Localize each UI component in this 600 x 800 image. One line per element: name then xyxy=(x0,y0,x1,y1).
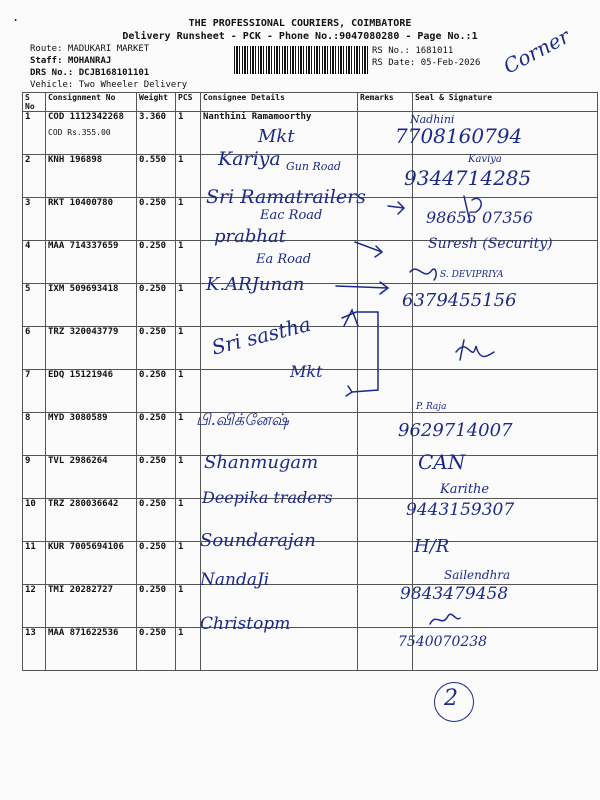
hw-consignee-11: Soundarajan xyxy=(200,530,316,551)
row-weight-text: 0.250 xyxy=(139,499,167,509)
hw-phone-5: 6379455156 xyxy=(402,290,517,311)
runsheet-subtitle: Delivery Runsheet - PCK - Phone No.:9047080280 - Page No.:1 xyxy=(122,31,478,42)
hw-consignee-4b: Ea Road xyxy=(256,252,312,267)
cod-amount-note: COD Rs.355.00 xyxy=(48,128,111,137)
row-pcs-text: 1 xyxy=(178,198,184,208)
hw-consignee-12: NandaJi xyxy=(200,570,270,590)
row-pcs-text: 1 xyxy=(178,241,184,251)
hw-sig-8: P. Raja xyxy=(416,402,447,412)
row-pcs-text: 1 xyxy=(178,413,184,423)
row-sno-text: 7 xyxy=(25,370,31,380)
row-consignment-text: KUR 7005694106 xyxy=(48,542,124,552)
row-consignment-text: TRZ 320043779 xyxy=(48,327,119,337)
row-weight-text: 0.250 xyxy=(139,284,167,294)
col-signature: Seal & Signature xyxy=(413,93,598,112)
col-consignment: Consignment No xyxy=(46,93,137,112)
row-consignment-text: TVL 2986264 xyxy=(48,456,108,466)
row-pcs-text: 1 xyxy=(178,499,184,509)
arrow-row-3 xyxy=(388,202,404,214)
row-weight-text: 0.250 xyxy=(139,198,167,208)
row-consignment-text: MAA 714337659 xyxy=(48,241,119,251)
hw-consignee-2a: Mkt xyxy=(258,126,295,147)
row-sno-text: 6 xyxy=(25,327,31,337)
hw-phone-12: 9843479458 xyxy=(400,584,509,604)
row-sno-text: 4 xyxy=(25,241,31,251)
row-pcs-text: 1 xyxy=(178,155,184,165)
hw-sig-1: Nadhini xyxy=(410,113,455,126)
hw-consignee-9: Shanmugam xyxy=(204,452,319,473)
row-weight-text: 0.250 xyxy=(139,585,167,595)
row-sno-text: 10 xyxy=(25,499,36,509)
hw-page-count: 2 xyxy=(444,686,458,711)
hw-consignee-5: K.ARJunan xyxy=(206,274,305,295)
arrow-row-5 xyxy=(336,282,388,294)
row-weight-text: 0.250 xyxy=(139,241,167,251)
row-consignment-text: COD 1112342268 xyxy=(48,112,124,122)
row-pcs-text: 1 xyxy=(178,112,184,122)
hw-phone-8: 9629714007 xyxy=(398,420,513,441)
row-consignee-text: Nanthini Ramamoorthy xyxy=(203,112,312,122)
row-weight-text: 3.360 xyxy=(139,112,167,122)
hw-consignee-2c: Gun Road xyxy=(286,160,341,173)
row-sno-text: 5 xyxy=(25,284,31,294)
hw-phone-10: 9443159307 xyxy=(406,500,515,520)
hw-sig-4: Suresh (Security) xyxy=(428,236,553,252)
row-sno-text: 11 xyxy=(25,542,36,552)
staff-label: Staff: MOHANRAJ xyxy=(30,56,112,66)
row-sno-text: 2 xyxy=(25,155,31,165)
rs-number: RS No.: 1681011 xyxy=(372,46,454,56)
col-consignee: Consignee Details xyxy=(201,93,358,112)
company-title: THE PROFESSIONAL COURIERS, COIMBATORE xyxy=(188,18,412,29)
row-pcs-text: 1 xyxy=(178,327,184,337)
hw-phone-13: 7540070238 xyxy=(398,634,488,650)
row-weight-text: 0.250 xyxy=(139,542,167,552)
rs-date: RS Date: 05-Feb-2026 xyxy=(372,58,481,68)
hw-sig-12: Sailendhra xyxy=(444,568,511,582)
route-label: Route: MADUKARI MARKET xyxy=(30,44,150,54)
hw-consignee-4a: prabhat xyxy=(214,226,286,247)
row-pcs-text: 1 xyxy=(178,628,184,638)
row-consignment-text: RKT 10400780 xyxy=(48,198,114,208)
row-pcs-text: 1 xyxy=(178,370,184,380)
row-consignment-text: KNH 196898 xyxy=(48,155,103,165)
hw-sig-10: Karithe xyxy=(440,482,490,497)
row-consignment-text: IXM 509693418 xyxy=(48,284,119,294)
col-remarks: Remarks xyxy=(358,93,413,112)
row-weight-text: 0.250 xyxy=(139,413,167,423)
row-consignment-text: MAA 871622536 xyxy=(48,628,119,638)
row-sno-text: 12 xyxy=(25,585,36,595)
row-pcs-text: 1 xyxy=(178,284,184,294)
hw-consignee-7a: Sri sastha xyxy=(209,311,314,360)
drs-label: DRS No.: DCJB168101101 xyxy=(30,68,150,78)
hw-sig-9: CAN xyxy=(418,450,466,474)
row-weight-text: 0.250 xyxy=(139,370,167,380)
row-sno-text: 3 xyxy=(25,198,31,208)
hw-consignee-7b: Mkt xyxy=(290,362,323,381)
row-consignment-text: TRZ 280036642 xyxy=(48,499,119,509)
col-pcs: PCS xyxy=(176,93,201,112)
hw-consignee-3a: Sri Ramatrailers xyxy=(206,186,366,208)
hw-consignee-2b: Kariya xyxy=(218,148,281,170)
row-sno-text: 9 xyxy=(25,456,31,466)
row-weight-text: 0.250 xyxy=(139,327,167,337)
hw-phone-2: 9344714285 xyxy=(404,166,532,190)
vehicle-label: Vehicle: Two Wheeler Delivery xyxy=(30,80,188,90)
row-sno-text: 13 xyxy=(25,628,36,638)
row-pcs-text: 1 xyxy=(178,456,184,466)
row-pcs-text: 1 xyxy=(178,542,184,552)
hw-phone-3: 98655 07356 xyxy=(426,208,533,227)
row-consignment-text: MYD 3080589 xyxy=(48,413,108,423)
col-weight: Weight xyxy=(137,93,176,112)
row-sno-text: 8 xyxy=(25,413,31,423)
row-pcs-text: 1 xyxy=(178,585,184,595)
signature-row-7b xyxy=(460,340,464,360)
hw-consignee-3b: Eac Road xyxy=(260,208,323,223)
hw-phone-1: 7708160794 xyxy=(395,124,523,148)
row-sno-text: 1 xyxy=(25,112,31,122)
row-weight-text: 0.550 xyxy=(139,155,167,165)
row-weight-text: 0.250 xyxy=(139,628,167,638)
signature-row-13 xyxy=(430,614,460,624)
corner-stamp-note: Corner xyxy=(499,23,574,79)
hw-sig-2: Kaviya xyxy=(468,154,502,165)
signature-row-3 xyxy=(464,196,481,222)
arrow-row-4 xyxy=(355,242,382,257)
corner-mark: . xyxy=(12,10,20,24)
row-weight-text: 0.250 xyxy=(139,456,167,466)
hw-sig-5: S. DEVIPRIYA xyxy=(440,270,504,280)
row-consignment-text: EDQ 15121946 xyxy=(48,370,114,380)
hw-consignee-8: பி.விக்னேஷ் xyxy=(196,410,289,429)
bracket-row-6-7 xyxy=(342,312,378,396)
signature-row-5 xyxy=(410,269,436,280)
row-consignment-text: TMI 20282727 xyxy=(48,585,114,595)
col-sno: S No xyxy=(23,93,46,112)
hw-consignee-10: Deepika traders xyxy=(202,488,333,507)
hw-sig-11: H/R xyxy=(414,536,450,557)
hw-consignee-13: Christopm xyxy=(200,614,291,634)
